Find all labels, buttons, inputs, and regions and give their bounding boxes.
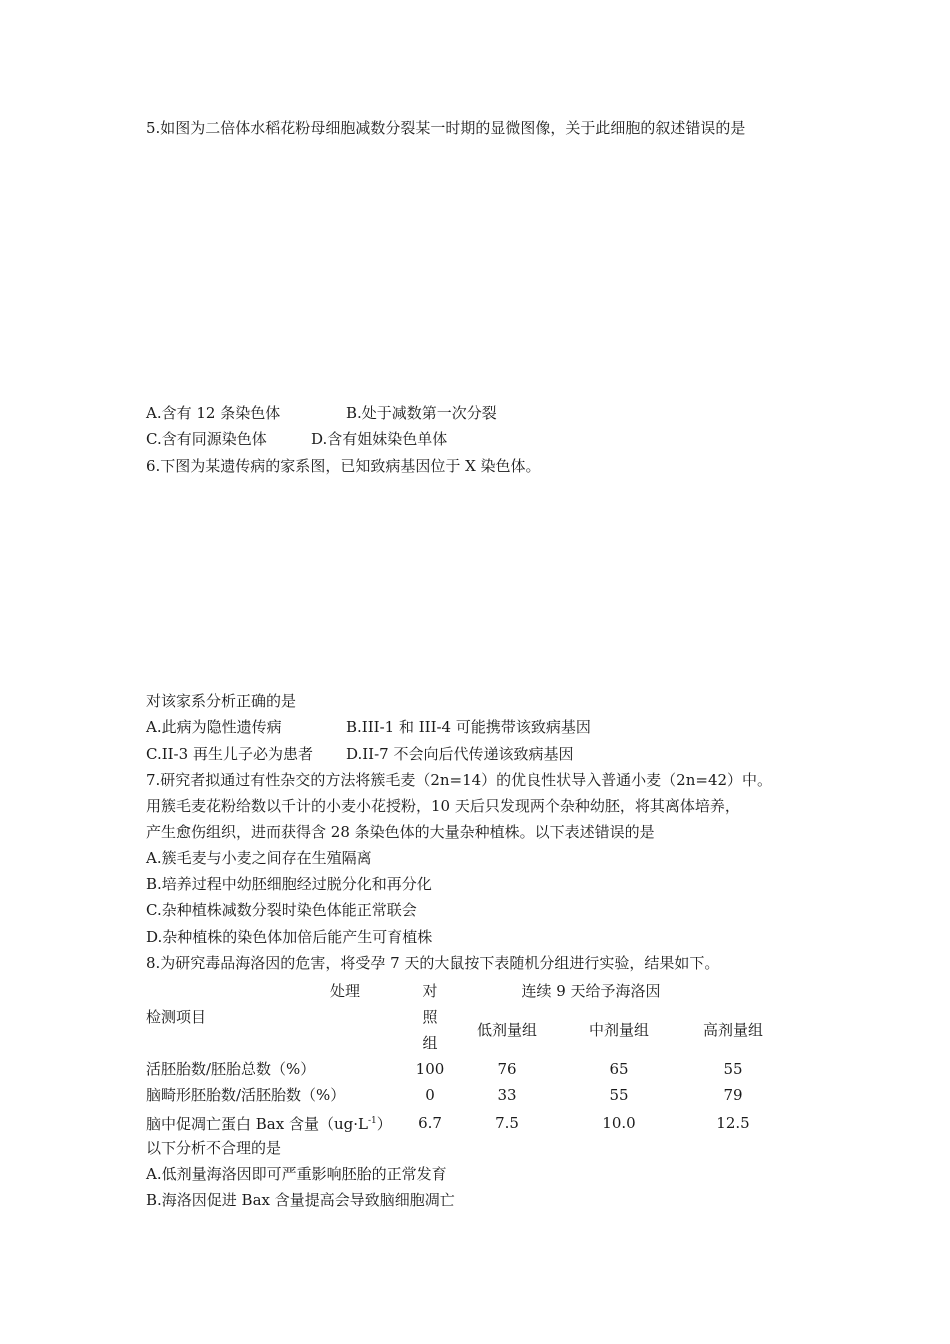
cell-control: 6.7 xyxy=(418,1113,442,1132)
row-label-superscript: -1 xyxy=(367,1116,377,1126)
q8-stem-2: 以下分析不合理的是 xyxy=(146,1139,282,1157)
header-control-2: 照 xyxy=(422,1008,438,1026)
header-item: 检测项目 xyxy=(146,1008,207,1026)
q7-stem-line-2: 用簇毛麦花粉给数以千计的小麦小花授粉，10 天后只发现两个杂种幼胚，将其离体培养， xyxy=(146,797,740,815)
cell-low: 76 xyxy=(497,1060,517,1078)
q5-micrograph-area xyxy=(146,145,806,395)
q6-pedigree-area xyxy=(146,482,806,682)
table-row xyxy=(146,1082,790,1108)
row-label xyxy=(146,1108,408,1137)
header-control-3: 组 xyxy=(422,1034,438,1052)
row-label: 活胚胎数/胚胎总数（%） xyxy=(146,1060,316,1078)
q6-stem-2: 对该家系分析正确的是 xyxy=(146,692,297,710)
row-label-end: ） xyxy=(376,1115,392,1133)
header-high: 高剂量组 xyxy=(702,1021,763,1039)
header-treatment: 处理 xyxy=(329,982,360,1000)
cell-mid: 55 xyxy=(609,1086,629,1104)
q8-option-a: A.低剂量海洛因即可严重影响胚胎的正常发育 xyxy=(146,1165,447,1183)
cell-low: 33 xyxy=(497,1086,517,1104)
q6-option-a: A.此病为隐性遗传病 xyxy=(146,718,282,736)
cell-control: 100 xyxy=(415,1060,445,1078)
header-mid: 中剂量组 xyxy=(588,1021,649,1039)
q8-stem: 8.为研究毒品海洛因的危害，将受孕 7 天的大鼠按下表随机分组进行实验，结果如下。 xyxy=(146,954,720,972)
q6-option-d: D.II-7 不会向后代传递该致病基因 xyxy=(346,745,574,763)
cell-mid: 65 xyxy=(609,1060,629,1078)
q5-stem: 5.如图为二倍体水稻花粉母细胞减数分裂某一时期的显微图像，关于此细胞的叙述错误的是 xyxy=(146,119,746,137)
q8-option-b: B.海洛因促进 Bax 含量提高会导致脑细胞凋亡 xyxy=(146,1191,455,1209)
q5-option-a: A.含有 12 条染色体 xyxy=(146,404,281,422)
q5-option-c: C.含有同源染色体 xyxy=(146,430,267,448)
q7-option-d: D.杂种植株的染色体加倍后能产生可育植株 xyxy=(146,928,433,946)
cell-high: 12.5 xyxy=(716,1113,750,1132)
cell-low: 7.5 xyxy=(495,1113,519,1132)
q6-option-c: C.II-3 再生儿子必为患者 xyxy=(146,745,313,763)
q7-stem-line-3: 产生愈伤组织，进而获得含 28 条染色体的大量杂种植株。以下表述错误的是 xyxy=(146,823,655,841)
header-heroin-group: 连续 9 天给予海洛因 xyxy=(521,982,661,1000)
table-row xyxy=(146,1056,790,1082)
cell-high: 55 xyxy=(723,1060,743,1078)
q7-option-c: C.杂种植株减数分裂时染色体能正常联会 xyxy=(146,901,417,919)
table-header-row-2 xyxy=(146,1004,790,1030)
row-label: 脑畸形胚胎数/活胚胎数（%） xyxy=(146,1086,346,1104)
q5-option-b: B.处于减数第一次分裂 xyxy=(346,404,497,422)
cell-mid: 10.0 xyxy=(602,1113,636,1132)
q6-option-b: B.III-1 和 III-4 可能携带该致病基因 xyxy=(346,718,591,736)
table-header-row-1 xyxy=(146,978,790,1004)
q5-option-d: D.含有姐妹染色单体 xyxy=(311,430,448,448)
q7-option-a: A.簇毛麦与小麦之间存在生殖隔离 xyxy=(146,849,372,867)
q7-option-b: B.培养过程中幼胚细胞经过脱分化和再分化 xyxy=(146,875,432,893)
row-label-text: 脑中促凋亡蛋白 Bax 含量（ug·L xyxy=(146,1115,368,1133)
cell-high: 79 xyxy=(723,1086,743,1104)
table-row xyxy=(146,1108,790,1137)
q7-stem-line-1: 7.研究者拟通过有性杂交的方法将簇毛麦（2n=14）的优良性状导入普通小麦（2n=42）中。 xyxy=(146,771,773,789)
header-control-1: 对 xyxy=(422,982,438,1000)
q8-results-table xyxy=(146,978,790,1137)
header-low: 低剂量组 xyxy=(476,1021,537,1039)
cell-control: 0 xyxy=(425,1086,435,1104)
q6-stem: 6.下图为某遗传病的家系图，已知致病基因位于 X 染色体。 xyxy=(146,457,541,475)
